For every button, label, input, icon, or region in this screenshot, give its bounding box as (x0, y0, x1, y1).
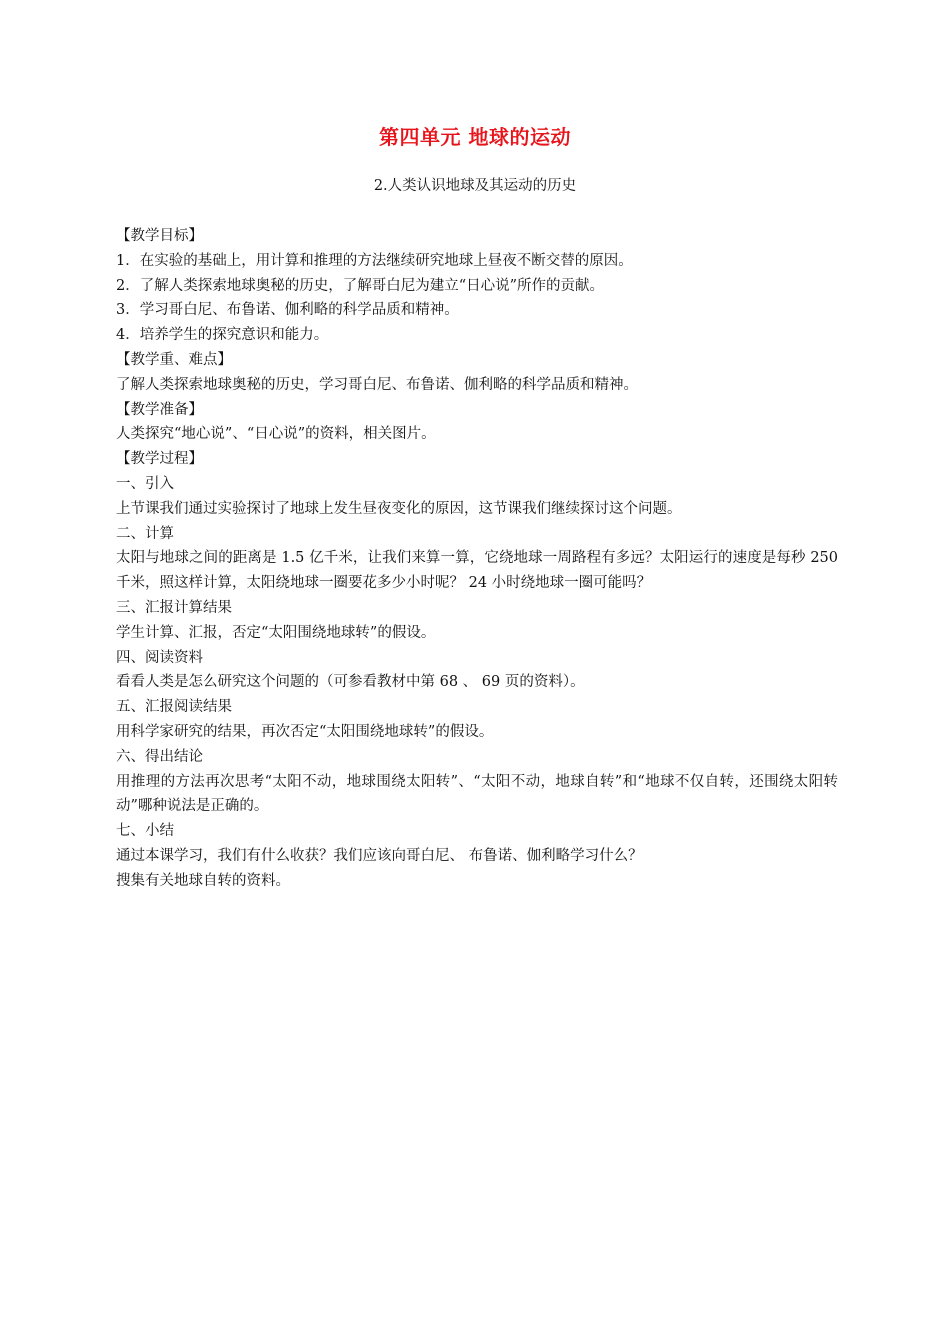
preparation-text: 人类探究“地心说”、“日心说”的资料，相关图片。 (116, 426, 436, 443)
step-text: 用推理的方法再次思考“太阳不动，地球围绕太阳转”、“太阳不动，地球自转”和“地球不仅自转，还围绕太阳转动”哪种说法是正确的。 (116, 773, 838, 815)
step-text: 通过本课学习，我们有什么收获？我们应该向哥白尼、 布鲁诺、伽利略学习什么？ (116, 847, 643, 864)
step-heading: 二、计算 (116, 525, 174, 542)
document-title: 第四单元 地球的运动 (379, 125, 571, 149)
key-points-heading: 【教学重、难点】 (116, 351, 232, 368)
step-heading: 一、引入 (116, 475, 174, 492)
step-text: 学生计算、汇报，否定“太阳围绕地球转”的假设。 (116, 624, 436, 641)
step-text: 用科学家研究的结果，再次否定“太阳围绕地球转”的假设。 (116, 723, 494, 740)
objective-item: 3．学习哥白尼、布鲁诺、伽利略的科学品质和精神。 (116, 302, 459, 319)
objective-item: 1．在实验的基础上，用计算和推理的方法继续研究地球上昼夜不断交替的原因。 (116, 252, 633, 269)
step-heading: 六、得出结论 (116, 748, 203, 765)
step-heading: 五、汇报阅读结果 (116, 699, 232, 716)
step-text: 上节课我们通过实验探讨了地球上发生昼夜变化的原因，这节课我们继续探讨这个问题。 (116, 500, 682, 517)
process-heading: 【教学过程】 (116, 451, 203, 468)
objective-item: 2．了解人类探索地球奥秘的历史，了解哥白尼为建立“日心说”所作的贡献。 (116, 277, 605, 294)
step-text: 看看人类是怎么研究这个问题的（可参看教材中第 68 、 69 页的资料）。 (116, 674, 585, 691)
step-heading: 四、阅读资料 (116, 649, 203, 666)
objective-item: 4．培养学生的探究意识和能力。 (116, 327, 329, 344)
closing-text: 搜集有关地球自转的资料。 (116, 872, 290, 889)
step-heading: 三、汇报计算结果 (116, 599, 232, 616)
step-text: 太阳与地球之间的距离是 1.5 亿千米，让我们来算一算，它绕地球一周路程有多远？太阳运行的速度是每秒 250 千米，照这样计算，太阳绕地球一圈要花多少小时呢？ 24 小时绕地球一圈可能吗？ (116, 550, 838, 592)
lesson-subtitle: 2.人类认识地球及其运动的历史 (373, 178, 577, 194)
preparation-heading: 【教学准备】 (116, 401, 203, 418)
step-heading: 七、小结 (116, 823, 174, 840)
objectives-heading: 【教学目标】 (116, 228, 203, 244)
key-points-text: 了解人类探索地球奥秘的历史，学习哥白尼、布鲁诺、伽利略的科学品质和精神。 (116, 376, 638, 393)
document-body (116, 224, 838, 894)
